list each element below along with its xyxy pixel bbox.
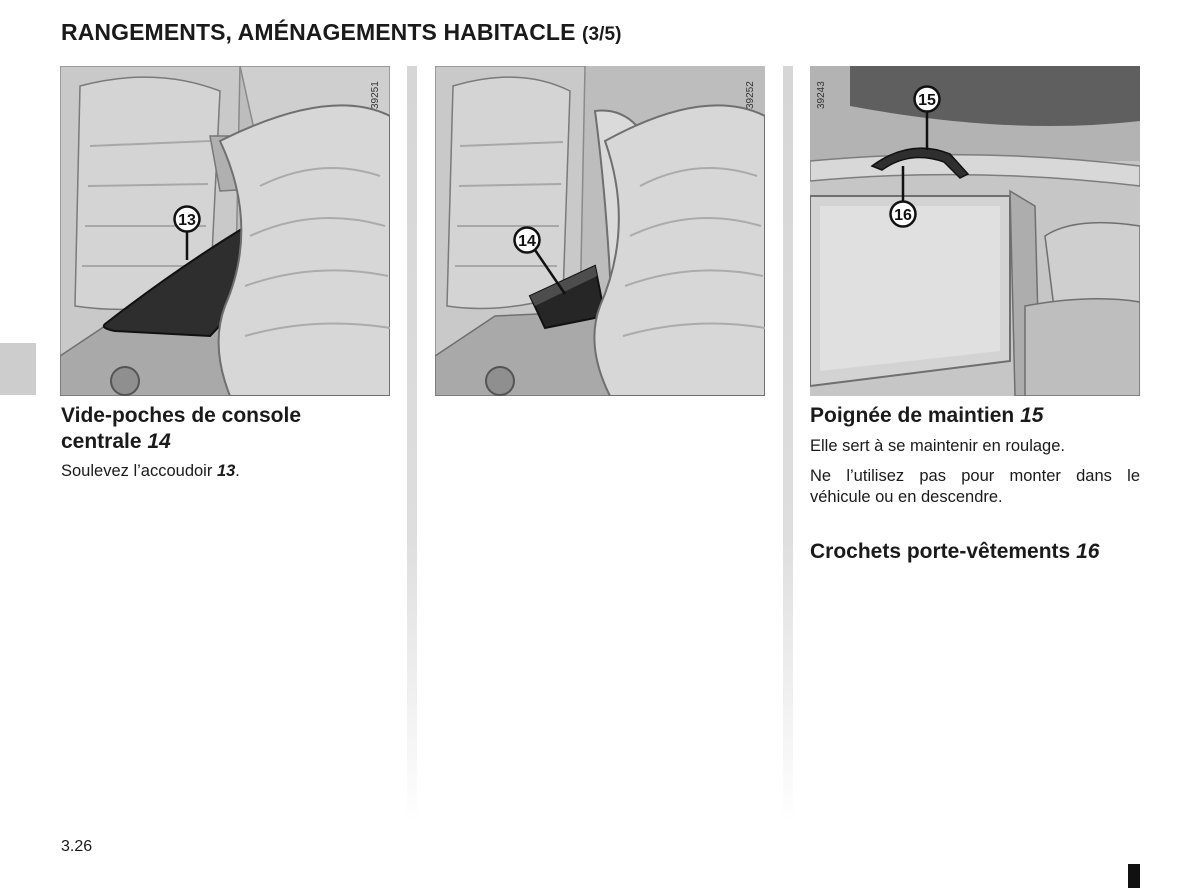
instruction-ref-number: 13	[216, 462, 236, 480]
section-title-number: 16	[1076, 540, 1100, 563]
instruction-text	[61, 461, 391, 482]
figure-grab-handle	[810, 66, 1140, 396]
column-separator	[783, 66, 793, 826]
page-title	[61, 19, 622, 46]
figure-code: 39252	[745, 81, 756, 109]
column-separator	[407, 66, 417, 826]
callout-16-label: 16	[894, 207, 912, 224]
warning-paragraph: Ne l’utilisez pas pour monter dans le véhicule ou en descendre.	[810, 467, 1140, 506]
chapter-tab	[0, 343, 36, 395]
page-title-part: (3/5)	[582, 24, 622, 45]
callout-14-label: 14	[518, 233, 536, 250]
armrest-illustration	[60, 66, 390, 396]
corner-mark	[1128, 864, 1140, 888]
section-title-number: 15	[1020, 404, 1044, 427]
callout-13-label: 13	[178, 212, 196, 229]
console-storage-illustration	[435, 66, 765, 396]
section-title-coat-hooks	[810, 539, 1140, 565]
section-title-number: 14	[147, 430, 171, 453]
page-number: 3.26	[61, 838, 93, 855]
section-title-text: Poignée de maintien	[810, 404, 1015, 427]
instruction-text-start: Soulevez l’accoudoir	[61, 462, 213, 480]
section-title-console-storage	[61, 403, 391, 455]
section-title-line1: Vide-poches de console	[61, 404, 302, 427]
paragraph: Elle sert à se maintenir en roulage.	[810, 437, 1065, 455]
figure-code: 39243	[816, 81, 827, 109]
instruction-text-end: .	[235, 462, 240, 480]
figure-console-storage	[435, 66, 765, 396]
callout-15-label: 15	[918, 92, 936, 109]
figure-code: 39251	[370, 81, 381, 109]
grab-handle-illustration	[810, 66, 1140, 396]
section-title-grab-handle	[810, 403, 1140, 429]
figure-armrest	[60, 66, 390, 396]
page-title-text: RANGEMENTS, AMÉNAGEMENTS HABITACLE	[61, 19, 576, 45]
section-title-text: Crochets porte-vêtements	[810, 540, 1071, 563]
section-title-line2: centrale	[61, 430, 142, 453]
